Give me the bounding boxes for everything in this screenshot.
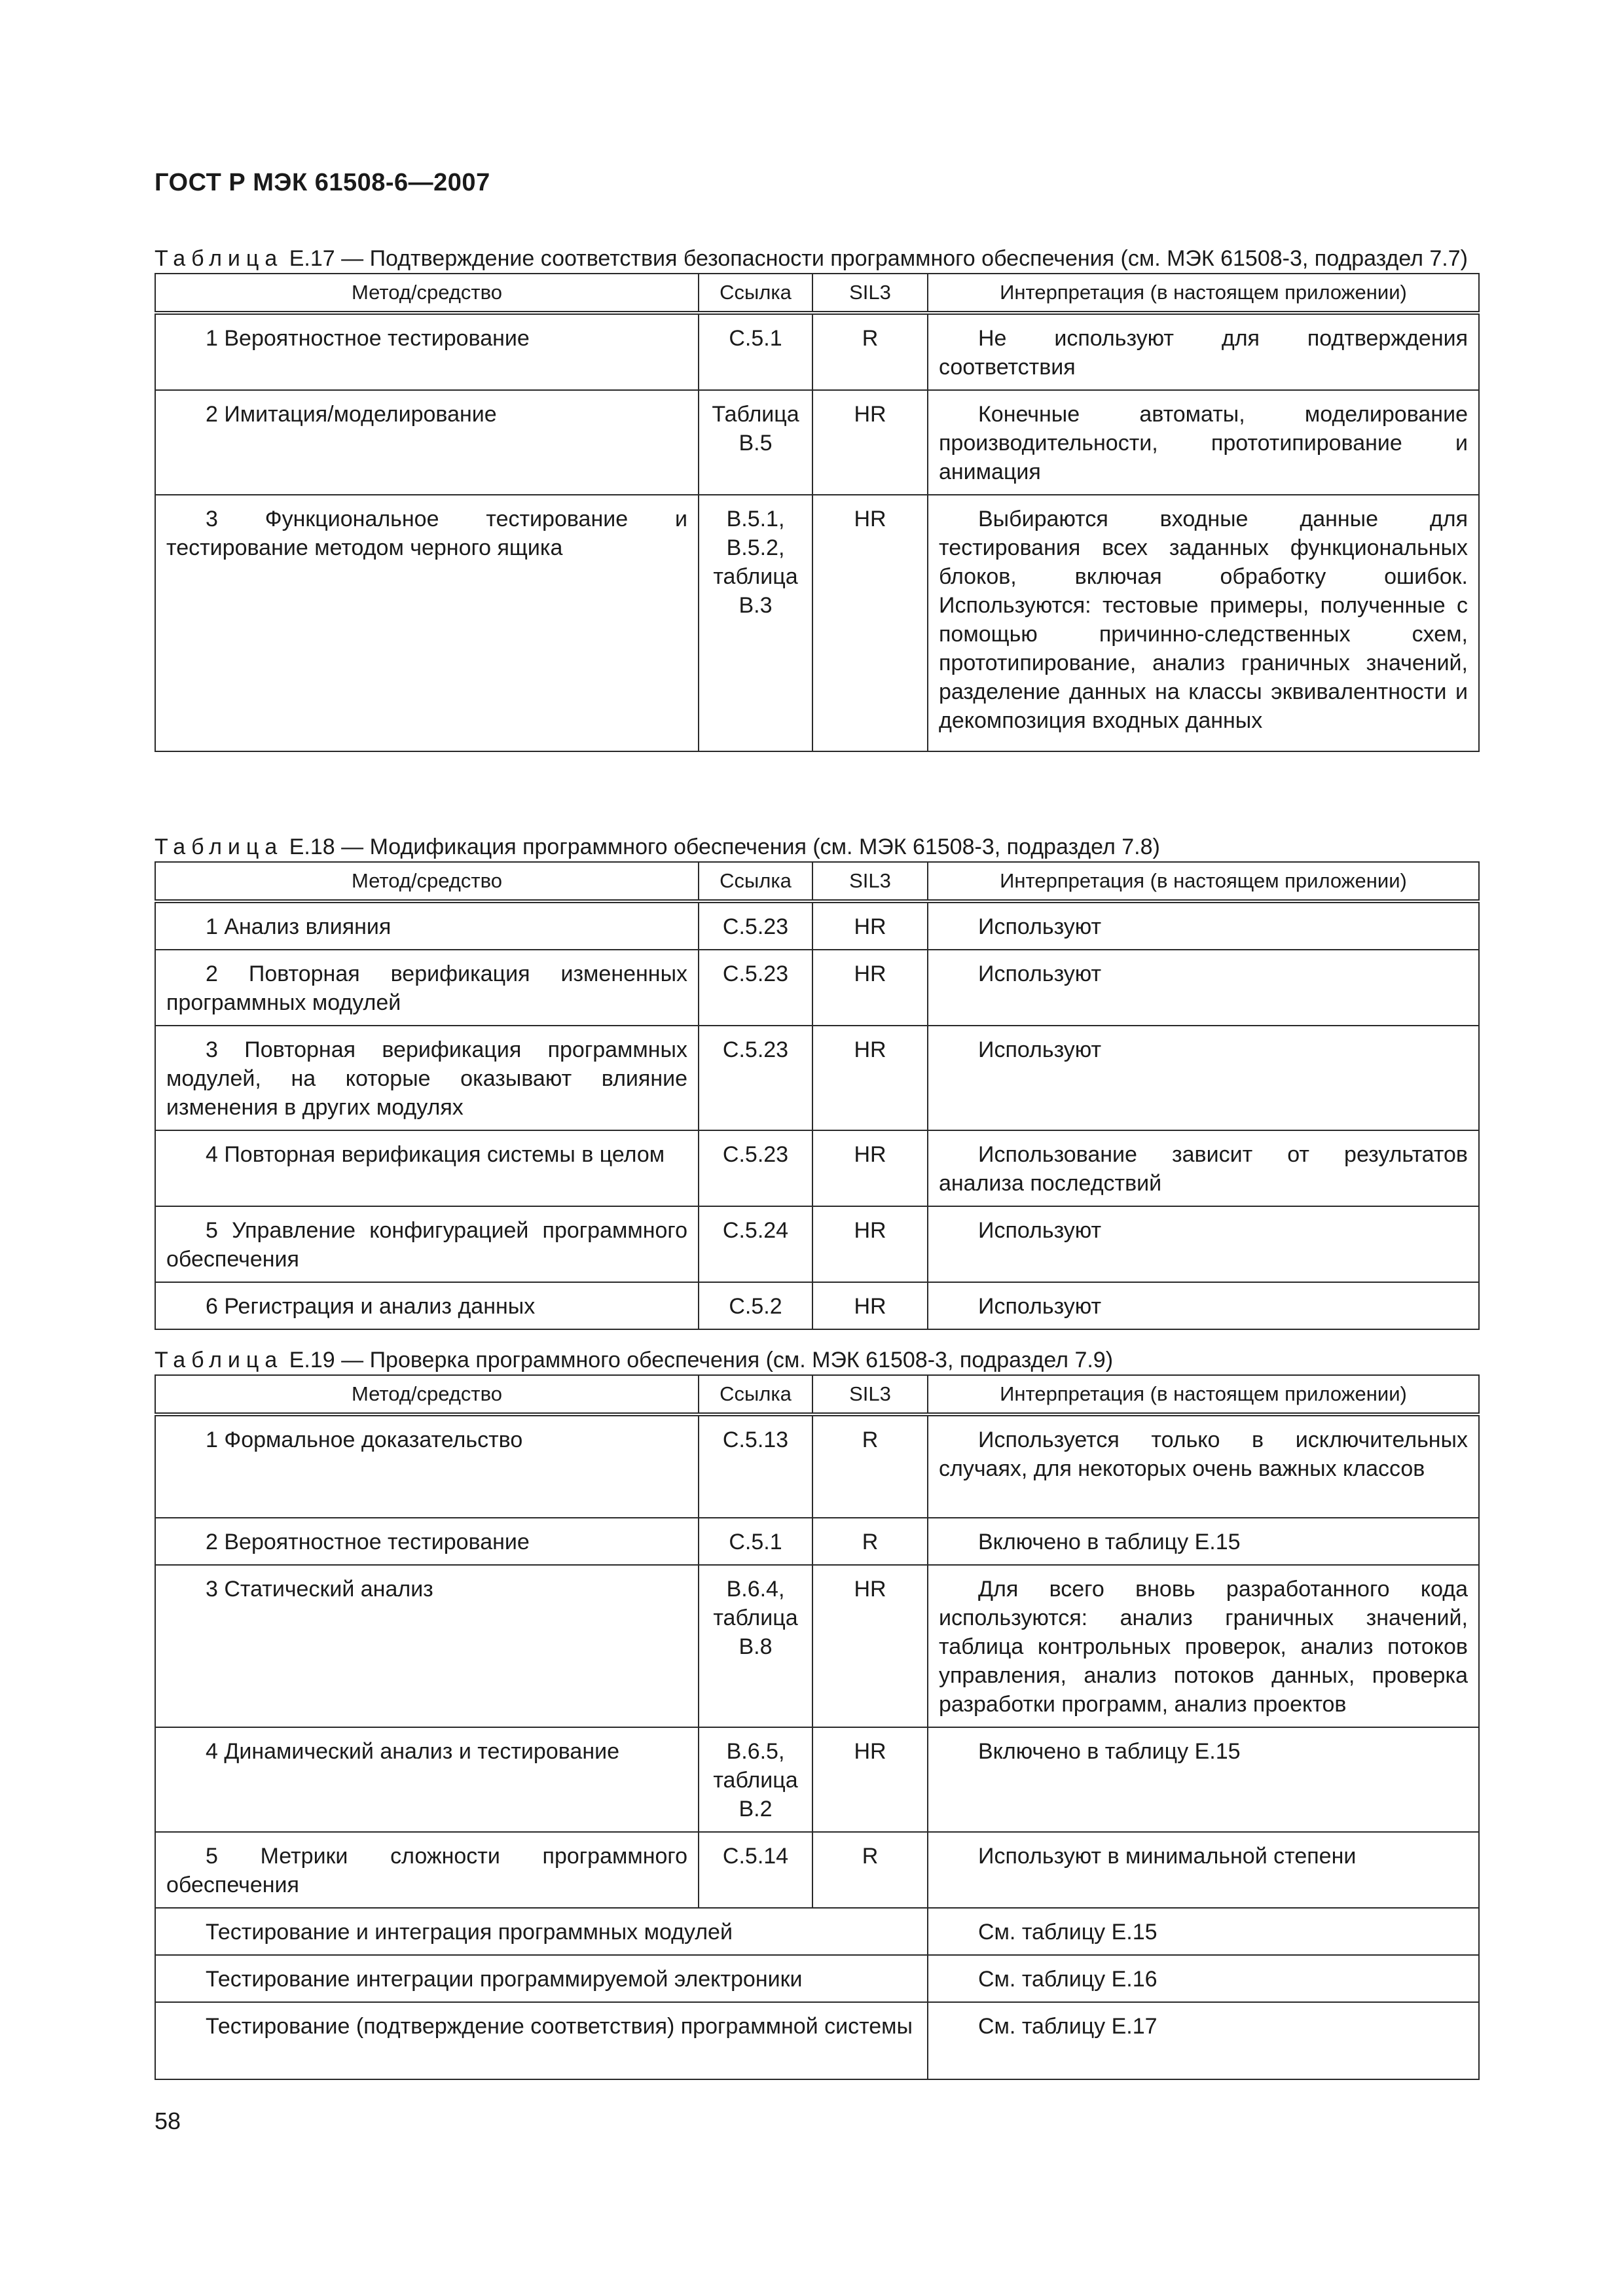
table-row: Тестирование интеграции программируемой электроники См. таблицу Е.16 [155, 1955, 1479, 2002]
table-row: 3 Функциональное тестирование и тестирование методом черного ящика В.5.1, В.5.2, таблица В.3 HR Выбираются входные данные для тестирования всех заданных функциональных блоков, включая обработку ошибок. Используются: тестовые примеры, полученные с помощью причинно-следственных схем, прототипирование, анализ граничных значений, разделение данных на классы эквивалентности и декомпозиция входных данных [155, 495, 1479, 751]
table-e17-block [155, 244, 1480, 752]
column-header-method: Метод/средство [155, 274, 699, 313]
column-header-ref: Ссылка [699, 1375, 812, 1414]
table-e19-block [155, 1346, 1480, 2080]
table-row: 3 Повторная верификация программных модулей, на которые оказывают влияние изменения в других модулях С.5.23 HR Используют [155, 1026, 1479, 1130]
column-header-interp: Интерпретация (в настоящем приложении) [928, 274, 1479, 313]
table-row: 1 Вероятностное тестирование С.5.1 R Не используют для подтверждения соответствия [155, 313, 1479, 390]
table-row: 5 Метрики сложности программного обеспечения С.5.14 R Используют в минимальной степени [155, 1832, 1479, 1908]
table-row: 2 Имитация/моделирование Таблица В.5 HR Конечные автоматы, моделирование производительности, прототипирование и анимация [155, 390, 1479, 495]
table-row: 6 Регистрация и анализ данных С.5.2 HR Используют [155, 1282, 1479, 1329]
table-header-row [155, 1375, 1479, 1414]
table-e18-block [155, 833, 1480, 1330]
table-e17 [155, 273, 1480, 752]
column-header-interp: Интерпретация (в настоящем приложении) [928, 1375, 1479, 1414]
document-title: ГОСТ Р МЭК 61508-6—2007 [155, 169, 490, 196]
table-row: 3 Статический анализ В.6.4, таблица В.8 HR Для всего вновь разработанного кода используются: анализ граничных значений, таблица контрольных проверок, анализ потоков управления, анализ потоков данных, проверка разработки программ, анализ проектов [155, 1565, 1479, 1727]
column-header-ref: Ссылка [699, 862, 812, 901]
table-header-row [155, 274, 1479, 313]
column-header-sil: SIL3 [812, 862, 928, 901]
table-row: Тестирование и интеграция программных модулей См. таблицу Е.15 [155, 1908, 1479, 1955]
table-e19-caption: Таблица Е.19 — Проверка программного обеспечения (см. МЭК 61508-3, подраздел 7.9) [155, 1348, 1114, 1372]
page-number: 58 [155, 2108, 181, 2134]
table-row: 4 Динамический анализ и тестирование В.6.5, таблица В.2 HR Включено в таблицу Е.15 [155, 1727, 1479, 1832]
table-row: Тестирование (подтверждение соответствия) программной системы См. таблицу Е.17 [155, 2002, 1479, 2079]
table-label: Таблица [155, 246, 283, 271]
table-row: 4 Повторная верификация системы в целом С.5.23 HR Использование зависит от результатов анализа последствий [155, 1130, 1479, 1206]
table-label: Таблица [155, 834, 283, 859]
table-row: 1 Анализ влияния С.5.23 HR Используют [155, 901, 1479, 950]
column-header-method: Метод/средство [155, 1375, 699, 1414]
column-header-sil: SIL3 [812, 274, 928, 313]
table-e17-caption: Таблица Е.17 — Подтверждение соответствия безопасности программного обеспечения (см. МЭК 61508-3, подраздел 7.7) [155, 246, 1468, 271]
table-row: 1 Формальное доказательство С.5.13 R Используется только в исключительных случаях, для некоторых очень важных классов [155, 1414, 1479, 1518]
table-row: 2 Вероятностное тестирование С.5.1 R Включено в таблицу Е.15 [155, 1518, 1479, 1565]
table-e19 [155, 1374, 1480, 2080]
table-row: 2 Повторная верификация измененных программных модулей С.5.23 HR Используют [155, 950, 1479, 1026]
table-header-row [155, 862, 1479, 901]
column-header-ref: Ссылка [699, 274, 812, 313]
table-label: Таблица [155, 1348, 283, 1372]
table-row: 5 Управление конфигурацией программного обеспечения С.5.24 HR Используют [155, 1206, 1479, 1282]
column-header-interp: Интерпретация (в настоящем приложении) [928, 862, 1479, 901]
column-header-sil: SIL3 [812, 1375, 928, 1414]
column-header-method: Метод/средство [155, 862, 699, 901]
table-e18-caption: Таблица Е.18 — Модификация программного обеспечения (см. МЭК 61508-3, подраздел 7.8) [155, 834, 1160, 859]
table-e18 [155, 861, 1480, 1330]
